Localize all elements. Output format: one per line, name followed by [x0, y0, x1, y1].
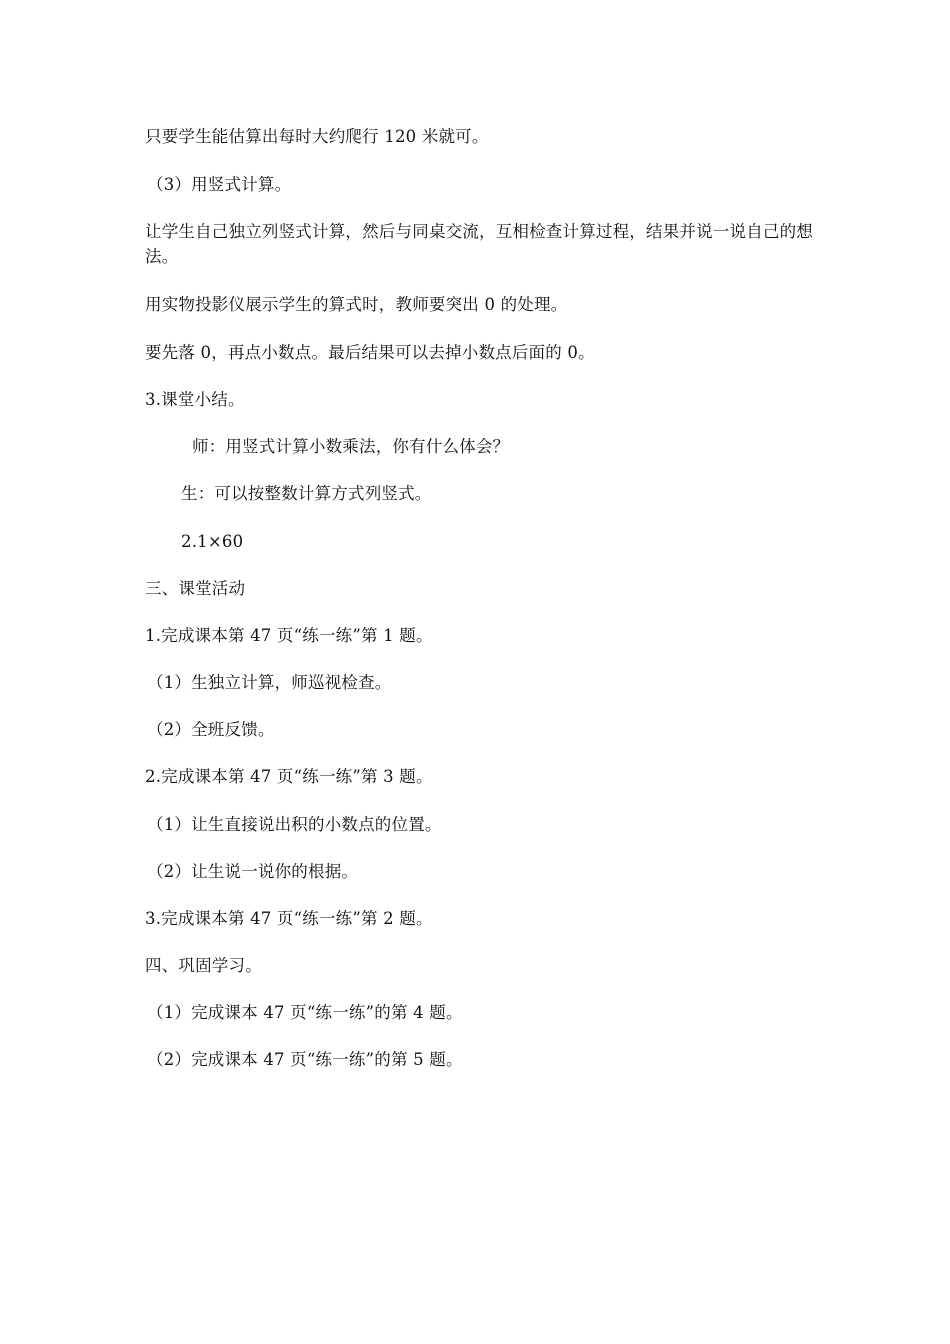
- activity-item-1-step-1: （1）生独立计算，师巡视检查。: [147, 673, 392, 692]
- paragraph-independent-calc: 让学生自己独立列竖式计算，然后与同桌交流，互相检查计算过程，结果并说一说自己的想法。: [145, 222, 813, 266]
- consolidation-item-1: （1）完成课本 47 页“练一练”的第 4 题。: [147, 1003, 463, 1022]
- paragraph-zero-handling: 要先落 0，再点小数点。最后结果可以去掉小数点后面的 0。: [145, 343, 595, 362]
- expression-example: 2.1×60: [181, 532, 244, 551]
- activity-item-1: 1.完成课本第 47 页“练一练”第 1 题。: [145, 626, 433, 645]
- consolidation-item-2: （2）完成课本 47 页“练一练”的第 5 题。: [147, 1050, 463, 1069]
- section-consolidation: 四、巩固学习。: [145, 956, 262, 975]
- activity-item-2-step-2: （2）让生说一说你的根据。: [147, 862, 359, 881]
- dialogue-student: 生：可以按整数计算方式列竖式。: [181, 484, 432, 503]
- paragraph-projector-display: 用实物投影仪展示学生的算式时，教师要突出 0 的处理。: [145, 295, 568, 314]
- activity-item-2-step-1: （1）让生直接说出积的小数点的位置。: [147, 815, 442, 834]
- paragraph-vertical-calc-heading: （3）用竖式计算。: [147, 175, 292, 194]
- section-class-activity: 三、课堂活动: [145, 579, 246, 598]
- activity-item-3: 3.完成课本第 47 页“练一练”第 2 题。: [145, 909, 433, 928]
- paragraph-estimate-speed: 只要学生能估算出每时大约爬行 120 米就可。: [145, 127, 489, 146]
- activity-item-2: 2.完成课本第 47 页“练一练”第 3 题。: [145, 767, 433, 786]
- activity-item-1-step-2: （2）全班反馈。: [147, 720, 275, 739]
- dialogue-teacher: 师：用竖式计算小数乘法，你有什么体会？: [192, 437, 510, 456]
- section-class-summary: 3.课堂小结。: [145, 390, 245, 409]
